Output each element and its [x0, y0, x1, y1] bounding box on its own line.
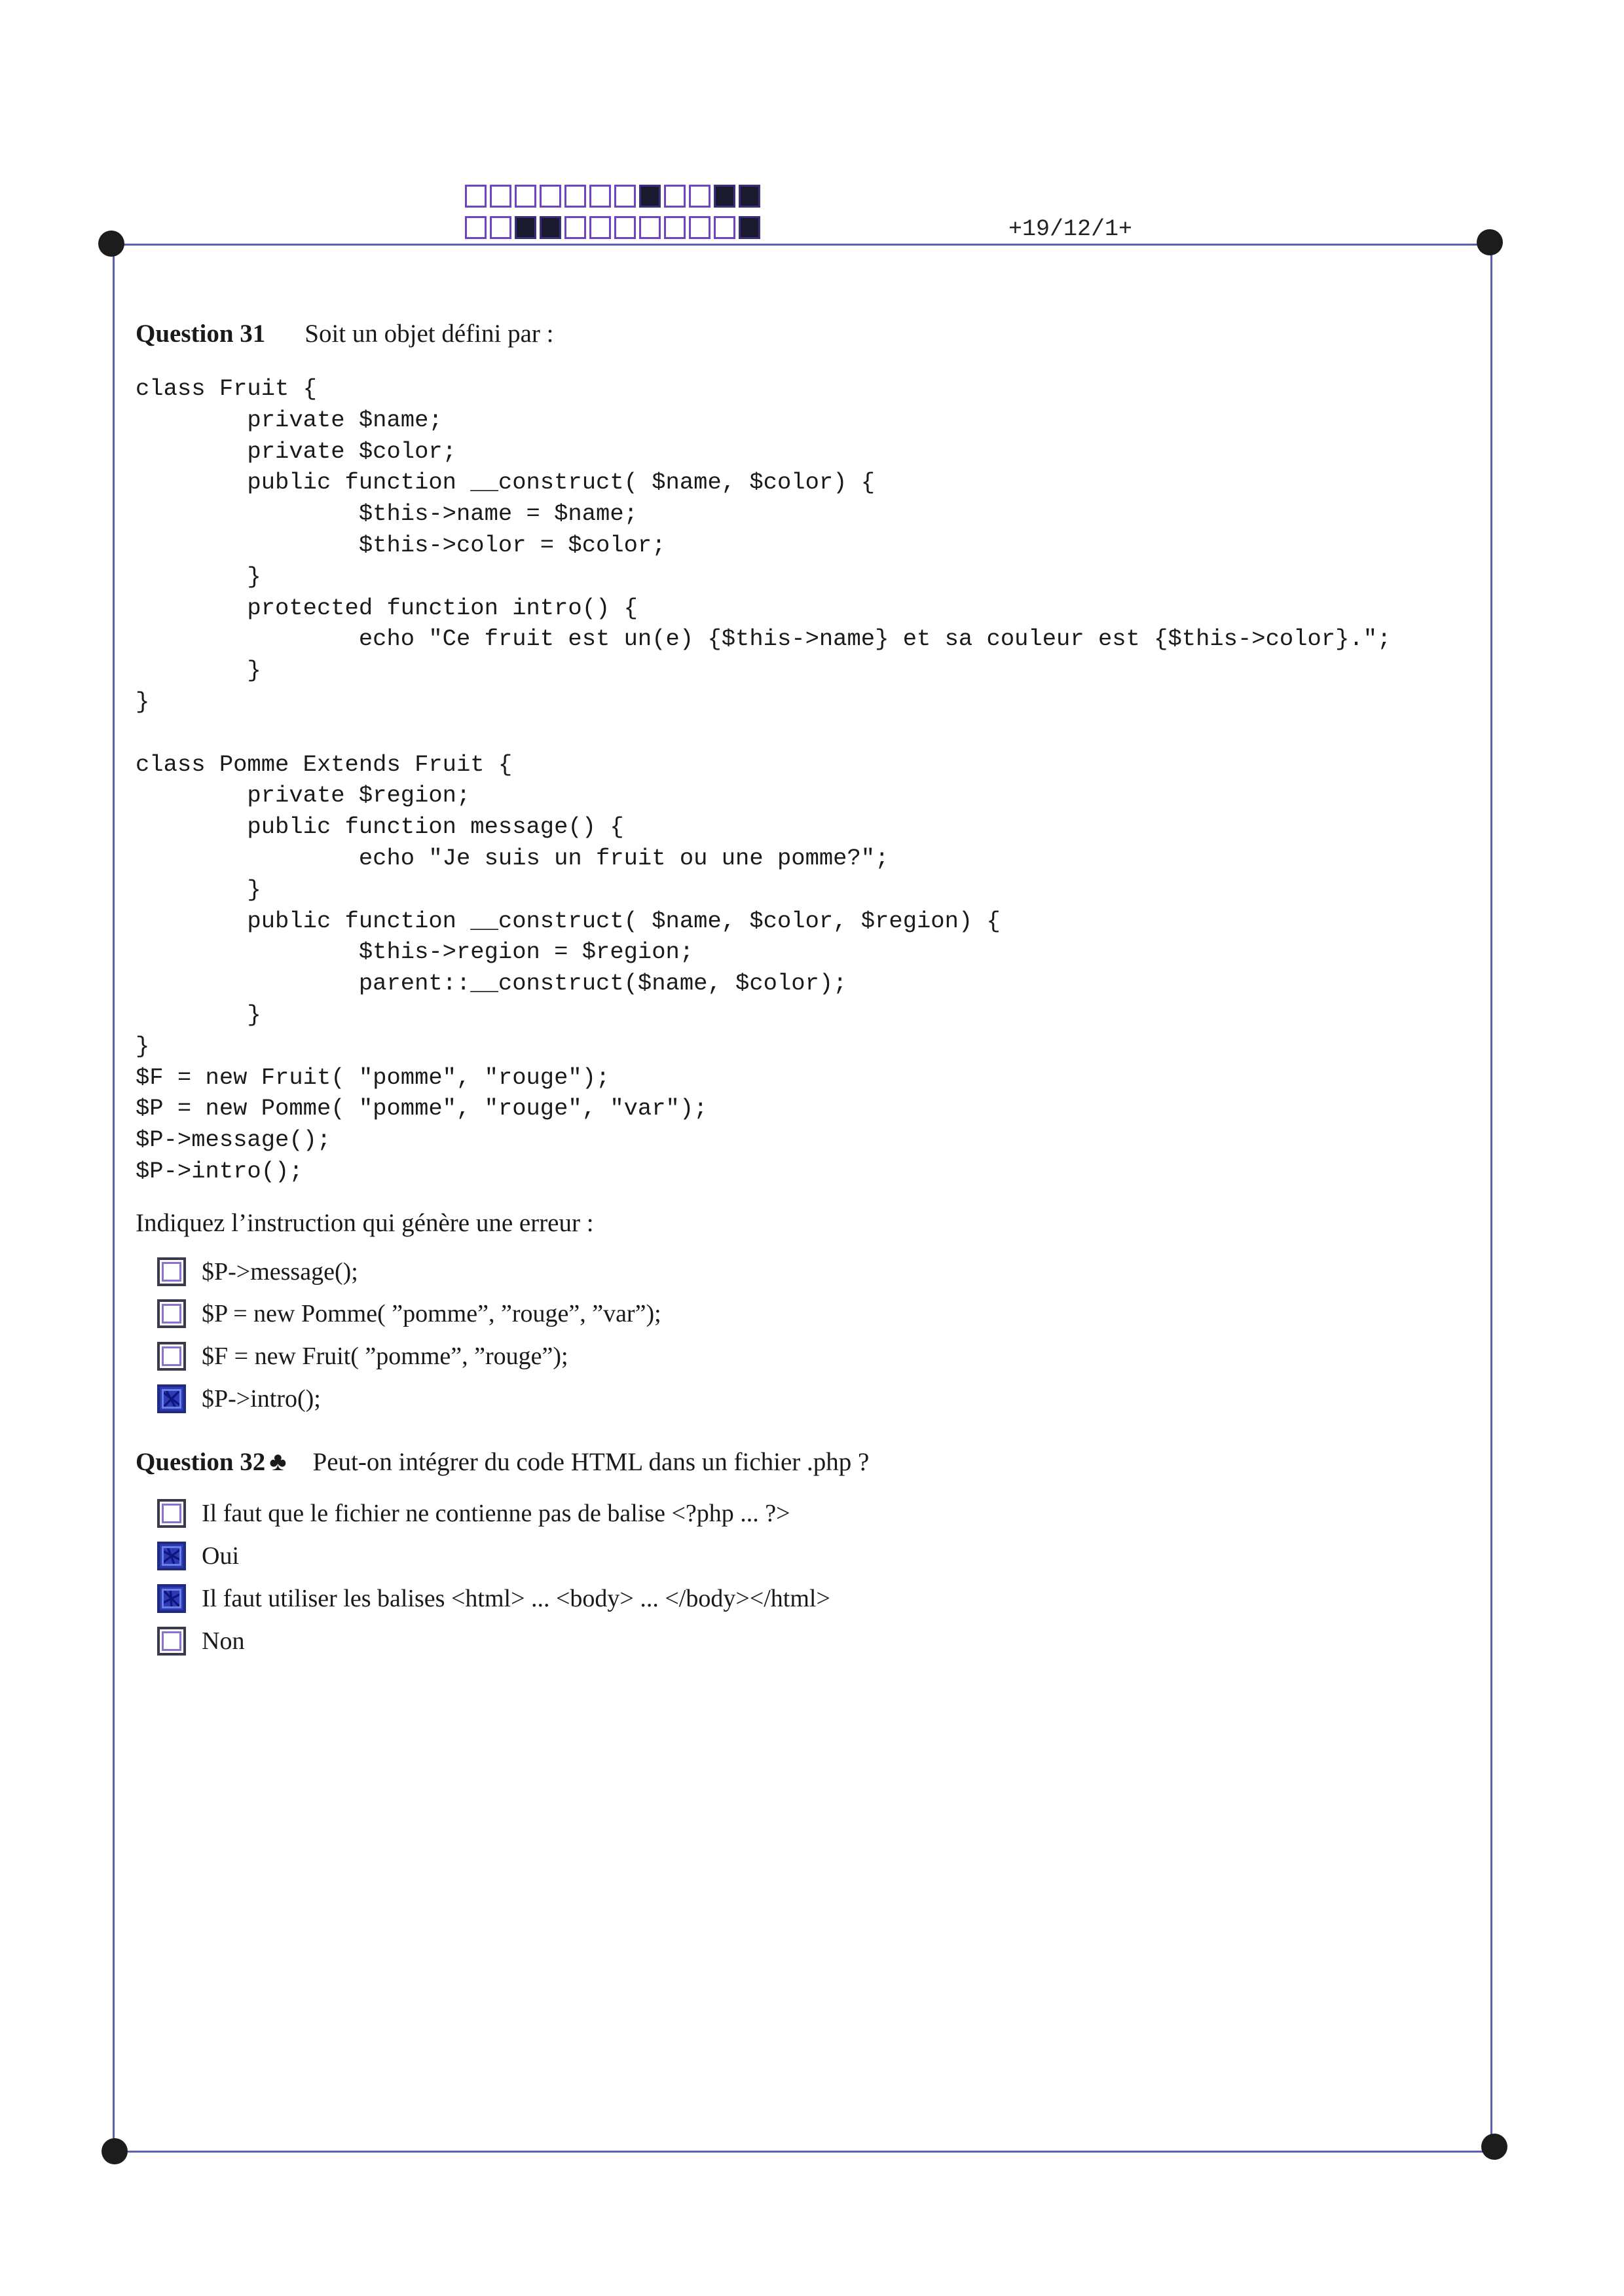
barcode-cell-empty [540, 185, 561, 208]
code-line: } [247, 657, 261, 684]
barcode-cell-filled [739, 216, 760, 239]
pen-scribble-icon [160, 1544, 183, 1568]
code-line: $this->name = $name; [358, 500, 638, 528]
barcode-cell-empty [614, 185, 636, 208]
checkbox-checked[interactable] [157, 1542, 186, 1570]
corner-mark-top-right [1477, 229, 1503, 255]
frame-bottom-line [113, 2151, 1492, 2153]
barcode-cell-empty [465, 216, 487, 239]
answer-label: Non [202, 1627, 245, 1655]
q31-answer-3[interactable] [157, 1342, 568, 1371]
barcode-row-2 [465, 216, 760, 239]
corner-mark-bottom-right [1481, 2134, 1507, 2160]
question-31-header [136, 319, 553, 348]
question-number: Question 31 [136, 320, 266, 348]
barcode-cell-empty [564, 185, 586, 208]
checkbox[interactable] [157, 1257, 186, 1286]
code-line: $this->color = $color; [358, 531, 666, 559]
barcode-cell-empty [664, 185, 686, 208]
checkbox[interactable] [157, 1627, 186, 1656]
barcode-row-1 [465, 185, 760, 208]
answer-label: Il faut utiliser les balises <html> ... <body> ... </body></html> [202, 1585, 830, 1612]
barcode-cell-empty [614, 216, 636, 239]
code-line: private $name; [247, 406, 443, 434]
answer-label: Il faut que le fichier ne contienne pas de balise <?php ... ?> [202, 1500, 790, 1527]
page-identifier: +19/12/1+ [1008, 216, 1133, 242]
answer-label: $P->message(); [202, 1258, 358, 1286]
code-line: class Pomme Extends Fruit { [136, 750, 513, 778]
question-text: Peut-on intégrer du code HTML dans un fichier .php ? [312, 1448, 870, 1476]
code-line: $P->message(); [136, 1126, 331, 1154]
code-line: echo "Je suis un fruit ou une pomme?"; [358, 844, 889, 872]
barcode-cell-empty [589, 216, 611, 239]
answer-label: $P = new Pomme( ”pomme”, ”rouge”, ”var”); [202, 1300, 661, 1327]
code-line: } [136, 688, 150, 715]
checkbox[interactable] [157, 1299, 186, 1328]
frame-top-line [110, 244, 1490, 246]
barcode-cell-empty [664, 216, 686, 239]
code-line: $P = new Pomme( "pomme", "rouge", "var"); [136, 1095, 708, 1122]
checkbox-checked[interactable] [157, 1384, 186, 1413]
code-line: class Fruit { [136, 375, 317, 402]
answer-label: $P->intro(); [202, 1385, 321, 1413]
answer-label: Oui [202, 1542, 239, 1570]
barcode-cell-filled [515, 216, 536, 239]
code-line: $P->intro(); [136, 1157, 303, 1185]
code-line: } [136, 1032, 150, 1060]
code-line: echo "Ce fruit est un(e) {$this->name} et sa couleur est {$this->color}."; [358, 625, 1392, 653]
barcode-cell-empty [689, 216, 710, 239]
barcode-cell-empty [490, 216, 511, 239]
code-line: $F = new Fruit( "pomme", "rouge"); [136, 1064, 610, 1091]
barcode-cell-filled [739, 185, 760, 208]
code-line: } [247, 563, 261, 590]
code-line: } [247, 876, 261, 903]
checkbox[interactable] [157, 1499, 186, 1528]
q32-answer-1[interactable] [157, 1499, 790, 1528]
code-line: public function __construct( $name, $color) { [247, 469, 876, 496]
barcode-cell-empty [515, 185, 536, 208]
barcode-cell-empty [639, 216, 661, 239]
checkbox[interactable] [157, 1342, 186, 1371]
corner-mark-top-left [98, 231, 124, 257]
code-line: private $color; [247, 437, 456, 465]
club-icon: ♣ [269, 1447, 287, 1476]
question-32-header [136, 1446, 869, 1477]
code-line: public function __construct( $name, $color, $region) { [247, 907, 1001, 935]
barcode-cell-empty [689, 185, 710, 208]
barcode-cell-filled [714, 185, 735, 208]
barcode-cell-empty [465, 185, 487, 208]
question-number: Question 32 [136, 1448, 266, 1476]
q32-answer-2[interactable] [157, 1542, 239, 1570]
answer-label: $F = new Fruit( ”pomme”, ”rouge”); [202, 1342, 568, 1370]
code-line: } [247, 1001, 261, 1028]
question-31-prompt: Indiquez l’instruction qui génère une erreur : [136, 1209, 594, 1237]
barcode-cell-empty [490, 185, 511, 208]
code-block [136, 373, 1391, 1187]
code-line: protected function intro() { [247, 594, 638, 621]
q31-answer-2[interactable] [157, 1299, 661, 1328]
barcode-cell-empty [589, 185, 611, 208]
frame-right-line [1490, 244, 1492, 2153]
barcode-cell-empty [714, 216, 735, 239]
code-line: $this->region = $region; [358, 938, 694, 966]
q31-answer-1[interactable] [157, 1257, 358, 1286]
barcode-cell-empty [564, 216, 586, 239]
code-line: private $region; [247, 782, 471, 809]
barcode-cell-filled [639, 185, 661, 208]
checkbox-checked[interactable] [157, 1584, 186, 1613]
pen-scribble-icon [160, 1587, 183, 1610]
q31-answer-4[interactable] [157, 1384, 321, 1413]
corner-mark-bottom-left [101, 2138, 128, 2164]
q32-answer-3[interactable] [157, 1584, 830, 1613]
q32-answer-4[interactable] [157, 1627, 244, 1656]
frame-left-line [113, 244, 115, 2153]
code-line: public function message() { [247, 813, 624, 841]
code-line: parent::__construct($name, $color); [358, 970, 847, 997]
question-text: Soit un objet défini par : [304, 320, 554, 348]
barcode-cell-filled [540, 216, 561, 239]
pen-scribble-icon [160, 1387, 183, 1411]
